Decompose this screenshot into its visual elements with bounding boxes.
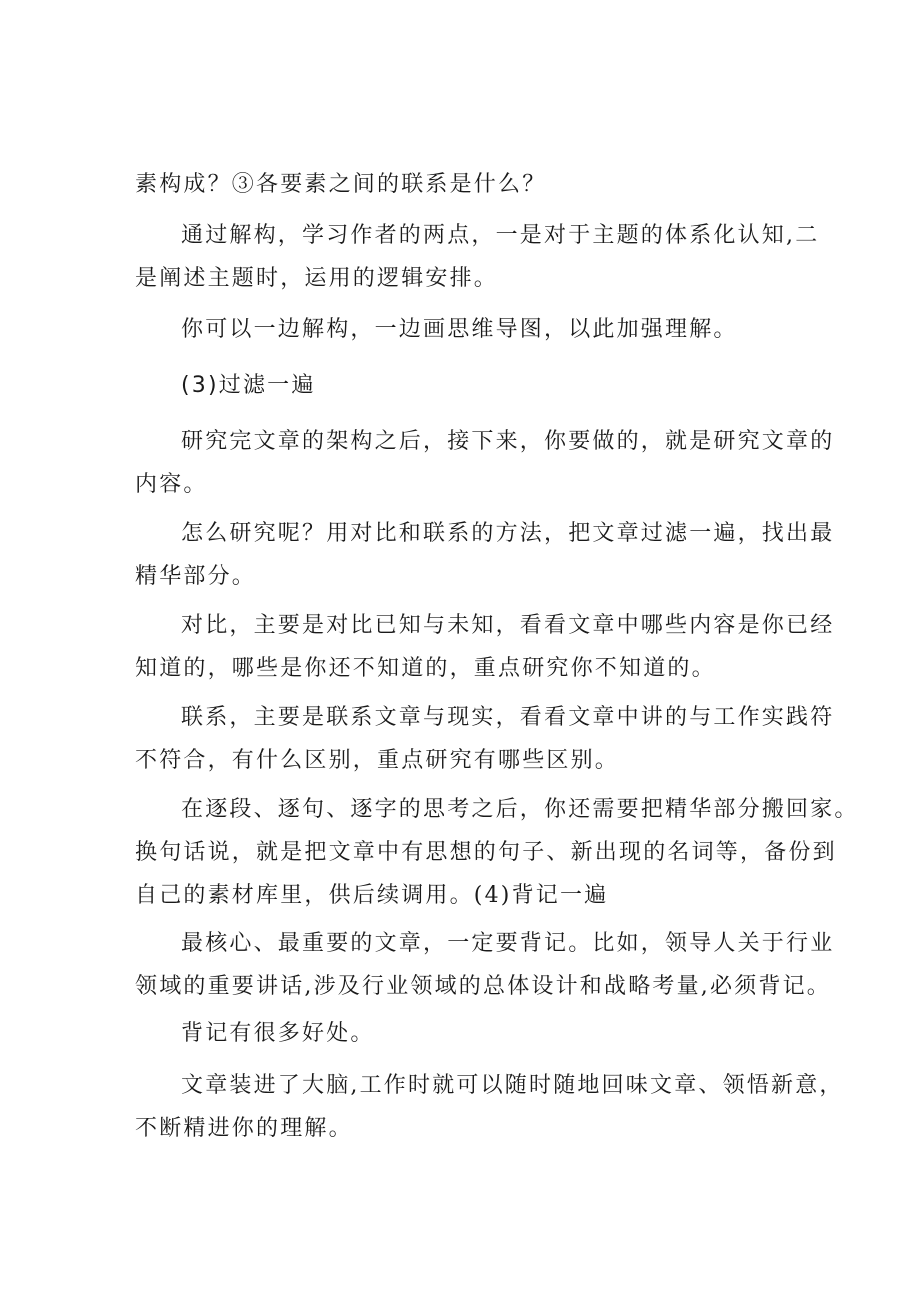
paragraph-2 xyxy=(135,214,820,300)
section-title: 过滤一遍 xyxy=(218,373,316,398)
text-line: 内容。 xyxy=(135,472,208,497)
text-line: 知道的，哪些是你还不知道的，重点研究你不知道的。 xyxy=(135,656,716,681)
text-line: 是阐述主题时，运用的逻辑安排。 xyxy=(135,266,499,291)
text-line: 你可以一边解构，一边画思维导图，以此加强理解。 xyxy=(181,317,738,342)
text-line: 背记有很多好处。 xyxy=(181,1021,375,1046)
paragraph-5 xyxy=(135,420,835,506)
text-line: 最核心、最重要的文章，一定要背记。比如，领导人关于行业 xyxy=(181,931,835,956)
text-line: 不断精进你的理解。 xyxy=(135,1116,353,1141)
text-line: 通过解构，学习作者的两点，一是对于主题的体系化认知,二 xyxy=(181,223,820,248)
text-line: 在逐段、逐句、逐字的思考之后，你还需要把精华部分搬回家。 xyxy=(181,797,859,822)
text-line: 联系，主要是联系文章与现实，看看文章中讲的与工作实践符 xyxy=(181,705,835,730)
text-line: 精华部分。 xyxy=(135,564,257,589)
paragraph-12 xyxy=(135,1064,844,1150)
section-number: (3) xyxy=(181,373,219,398)
section-heading-3 xyxy=(181,364,316,407)
paragraph-11 xyxy=(135,1012,797,1055)
paragraph-9 xyxy=(135,788,859,917)
text-line: 研究完文章的架构之后，接下来，你要做的，就是研究文章的 xyxy=(181,429,835,454)
paragraph-10 xyxy=(135,922,835,1008)
paragraph-7 xyxy=(135,604,835,690)
text-line: 怎么研究呢？用对比和联系的方法，把文章过滤一遍，找出最 xyxy=(181,521,835,546)
paragraph-8 xyxy=(135,696,835,782)
text-line: 素构成？③各要素之间的联系是什么？ xyxy=(135,172,547,197)
text-line: 自己的素材库里，供后续调用。(4)背记一遍 xyxy=(135,883,609,908)
text-line: 不符合，有什么区别，重点研究有哪些区别。 xyxy=(135,748,620,773)
paragraph-3 xyxy=(135,308,797,351)
paragraph-1 xyxy=(135,163,797,206)
paragraph-6 xyxy=(135,512,835,598)
text-line: 领域的重要讲话,涉及行业领域的总体设计和战略考量,必须背记。 xyxy=(135,974,831,999)
text-line: 换句话说，就是把文章中有思想的句子、新出现的名词等，备份到 xyxy=(135,840,837,865)
text-line: 对比，主要是对比已知与未知，看看文章中哪些内容是你已经 xyxy=(181,613,835,638)
text-line: 文章装进了大脑,工作时就可以随时随地回味文章、领悟新意， xyxy=(181,1073,844,1098)
